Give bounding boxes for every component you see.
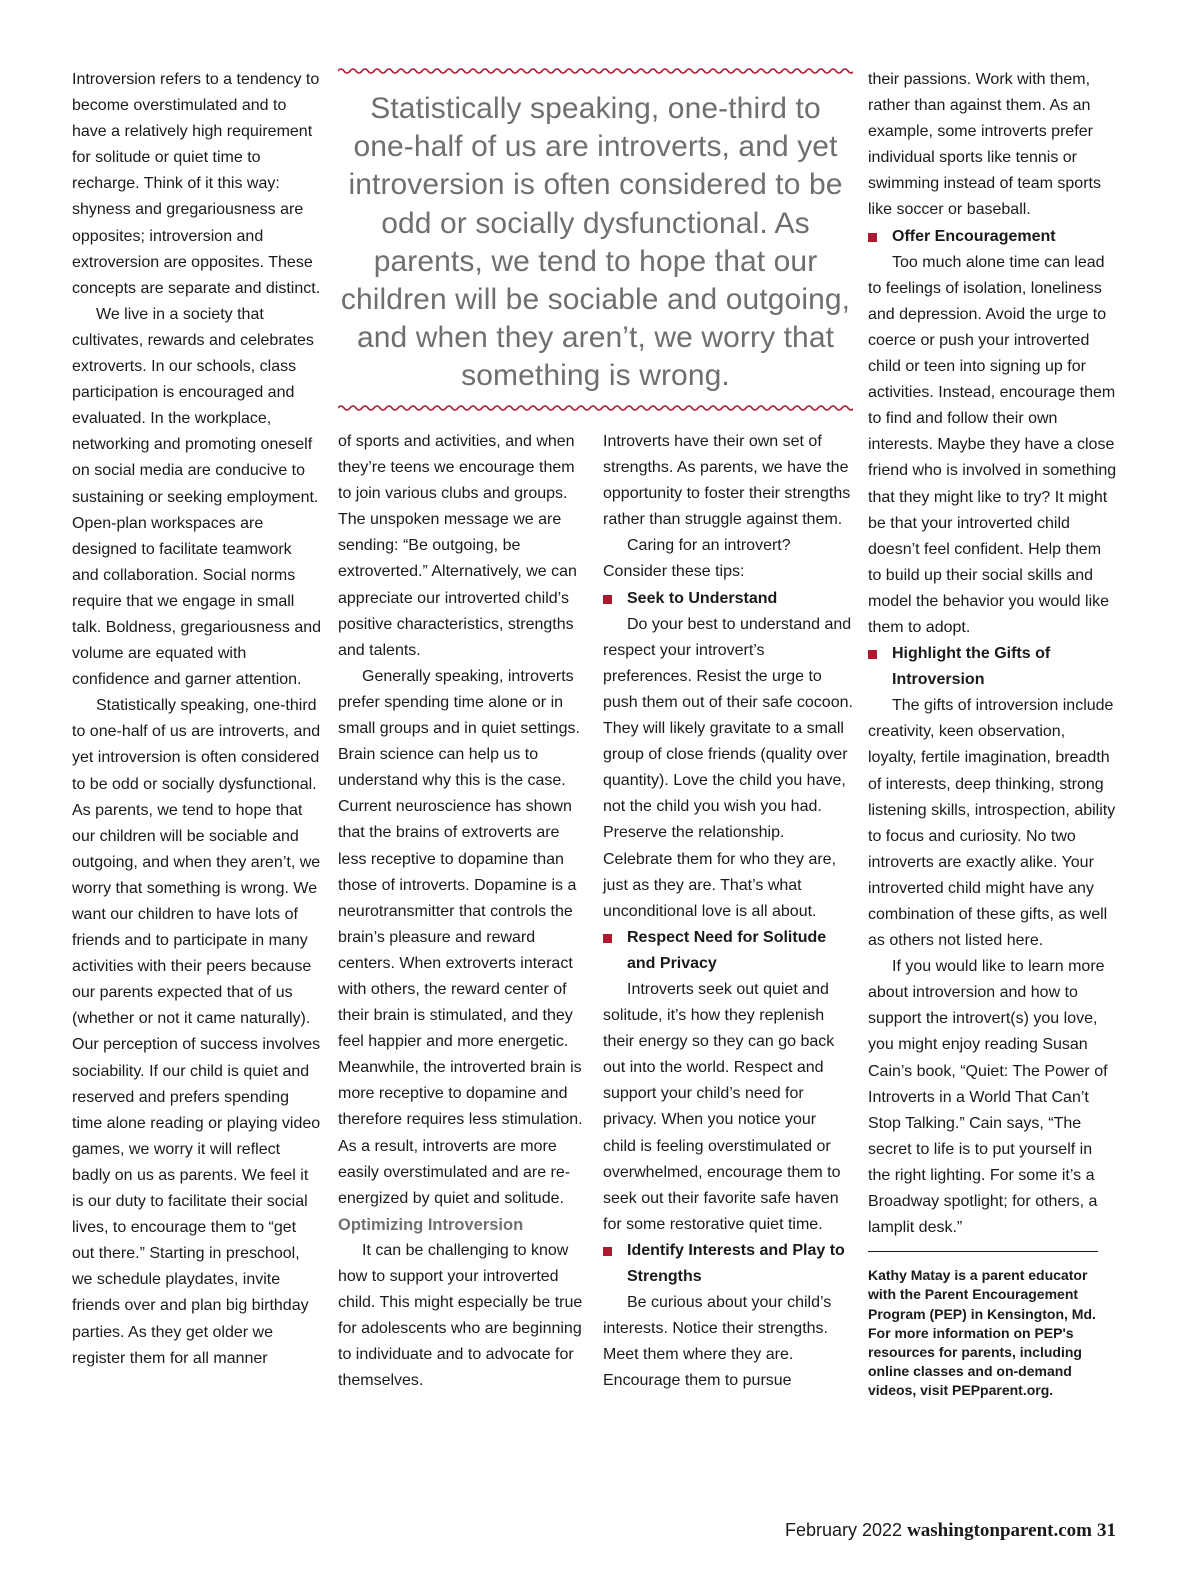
article-column-1	[72, 67, 322, 1372]
tip-body: Too much alone time can lead to feelings of isolation, loneliness and depression. Avoid the urge to coerce or push your introverted child or teen into signing up for activities. Instead, encourage them to find and follow their own interests. Maybe they have a close friend who is involved in something that they might like to try? It might be that your introverted child doesn’t feel confident. Help them to build up their social skills and model the behavior you would like them to adopt.	[868, 253, 1117, 636]
author-bio: Kathy Matay is a parent educator with the Parent Encouragement Program (PEP) in Kensington, Md. For more information on PEP's resources for parents, including online classes and on-demand videos, visit PEPparent.org.	[868, 1267, 1096, 1399]
paragraph: We live in a society that cultivates, rewards and celebrates extroverts. In our schools, class participation is encouraged and evaluated. In the workplace, networking and promoting oneself on social media are conducive to sustaining or seeking employment. Open-plan workspaces are designed to facilitate teamwork and collaboration. Social norms require that we engage in small talk. Boldness, gregariousness and volume are equated with confidence and garner attention.	[72, 305, 322, 689]
bullet-square-icon	[868, 650, 877, 659]
paragraph: their passions. Work with them, rather than against them. As an example, some introverts prefer individual sports like tennis or swimming instead of team sports like soccer or baseball.	[868, 71, 1101, 219]
page-footer	[785, 1520, 1116, 1542]
section-subhead: Optimizing Introversion	[338, 1215, 524, 1234]
tip-heading: Seek to Understand	[603, 586, 853, 612]
bullet-square-icon	[603, 934, 612, 943]
paragraph: of sports and activities, and when they’re teens we encourage them to join various clubs and groups. The unspoken message we are sending: “Be outgoing, be extroverted.” Alternatively, we can appreciate our introverted child’s positive characteristics, strengths and talents.	[338, 433, 577, 659]
article-column-3	[603, 429, 853, 1394]
paragraph: It can be challenging to know how to support your introverted child. This might especially be true for adolescents who are beginning to individuate and to advocate for themselves.	[338, 1241, 583, 1390]
divider	[868, 1251, 1098, 1252]
bullet-square-icon	[603, 1247, 612, 1256]
tip-heading: Offer Encouragement	[868, 224, 1118, 250]
site-name: washingtonparent.com	[907, 1520, 1092, 1541]
wavy-divider-bottom	[338, 403, 853, 413]
tip-heading: Identify Interests and Play to Strengths	[603, 1238, 853, 1290]
paragraph: Introversion refers to a tendency to become overstimulated and to have a relatively high requirement for solitude or quiet time to recharge. Think of it this way: shyness and gregariousness are opposites; introversion and extroversion are opposites. These concepts are separate and distinct.	[72, 71, 321, 297]
paragraph: If you would like to learn more about introversion and how to support the introvert(s) you love, you might enjoy reading Susan Cain’s book, “Quiet: The Power of Introverts in a World That Can’t Stop Talking.” Cain says, “The secret to life is to put yourself in the right lighting. For some it’s a Broadway spotlight; for others, a lamplit desk.”	[868, 958, 1108, 1237]
tip-body: The gifts of introversion include creativity, keen observation, loyalty, fertile imagination, breadth of interests, deep thinking, strong listening skills, introspection, ability to focus and curiosity. No two introverts are exactly alike. Your introverted child might have any combination of these gifts, as well as others not listed here.	[868, 697, 1116, 950]
page-number: 31	[1097, 1520, 1116, 1541]
tip-heading: Respect Need for Solitude and Privacy	[603, 925, 853, 977]
article-column-2	[338, 429, 588, 1394]
paragraph: Statistically speaking, one-third to one-half of us are introverts, and yet introversion is often considered to be odd or socially dysfunctional. As parents, we tend to hope that our children will be sociable and outgoing, and when they aren’t, we worry that something is wrong. We want our children to have lots of friends and to participate in many activities with their peers because our parents expected that of us (whether or not it came naturally). Our perception of success involves sociability. If our child is quiet and reserved and prefers spending time alone reading or playing video games, we worry it will reflect badly on us as parents. We feel it is our duty to facilitate their social lives, to encourage them to “get out there.” Starting in preschool, we schedule playdates, invite friends over and plan big birthday parties. As they get older we register them for all manner	[72, 697, 321, 1367]
tip-body: Be curious about your child’s interests. Notice their strengths. Meet them where they are. Encourage them to pursue	[603, 1294, 832, 1390]
paragraph: Introverts have their own set of strengths. As parents, we have the opportunity to foster their strengths rather than struggle against them.	[603, 433, 851, 529]
issue-date: February 2022	[784, 1520, 903, 1540]
pull-quote	[338, 66, 853, 416]
bullet-square-icon	[603, 595, 612, 604]
pull-quote-text: Statistically speaking, one-third to one-half of us are introverts, and yet introversion is often considered to be odd or socially dysfunctional. As parents, we tend to hope that our children will be sociable and outgoing, and when they aren’t, we worry that something is wrong.	[340, 92, 851, 393]
tip-body: Introverts seek out quiet and solitude, it’s how they replenish their energy so they can go back out into the world. Respect and support your child’s need for privacy. When you notice your child is feeling overstimulated or overwhelmed, encourage them to seek out their favorite safe haven for some restorative quiet time.	[603, 980, 841, 1233]
tip-heading: Highlight the Gifts of Introversion	[868, 641, 1118, 693]
tip-body: Do your best to understand and respect your introvert’s preferences. Resist the urge to push them out of their safe cocoon. They will likely gravitate to a small group of close friends (quality over quantity). Love the child you have, not the child you wish you had. Preserve the relationship. Celebrate them for who they are, just as they are. That’s what unconditional love is all about.	[603, 615, 853, 920]
article-column-4	[868, 67, 1118, 1401]
bullet-square-icon	[868, 233, 877, 242]
paragraph: Caring for an introvert? Consider these tips:	[603, 537, 791, 581]
paragraph: Generally speaking, introverts prefer spending time alone or in small groups and in quiet settings. Brain science can help us to understand why this is the case. Current neuroscience has shown that the brains of extroverts are less receptive to dopamine than those of introverts. Dopamine is a neurotransmitter that controls the brain’s pleasure and reward centers. When extroverts interact with others, the reward center of their brain is stimulated, and they feel happier and more energetic. Meanwhile, the introverted brain is more receptive to dopamine and therefore requires less stimulation. As a result, introverts are more easily overstimulated and are re-energized by quiet and solitude.	[338, 667, 583, 1207]
wavy-divider-top	[338, 66, 853, 76]
